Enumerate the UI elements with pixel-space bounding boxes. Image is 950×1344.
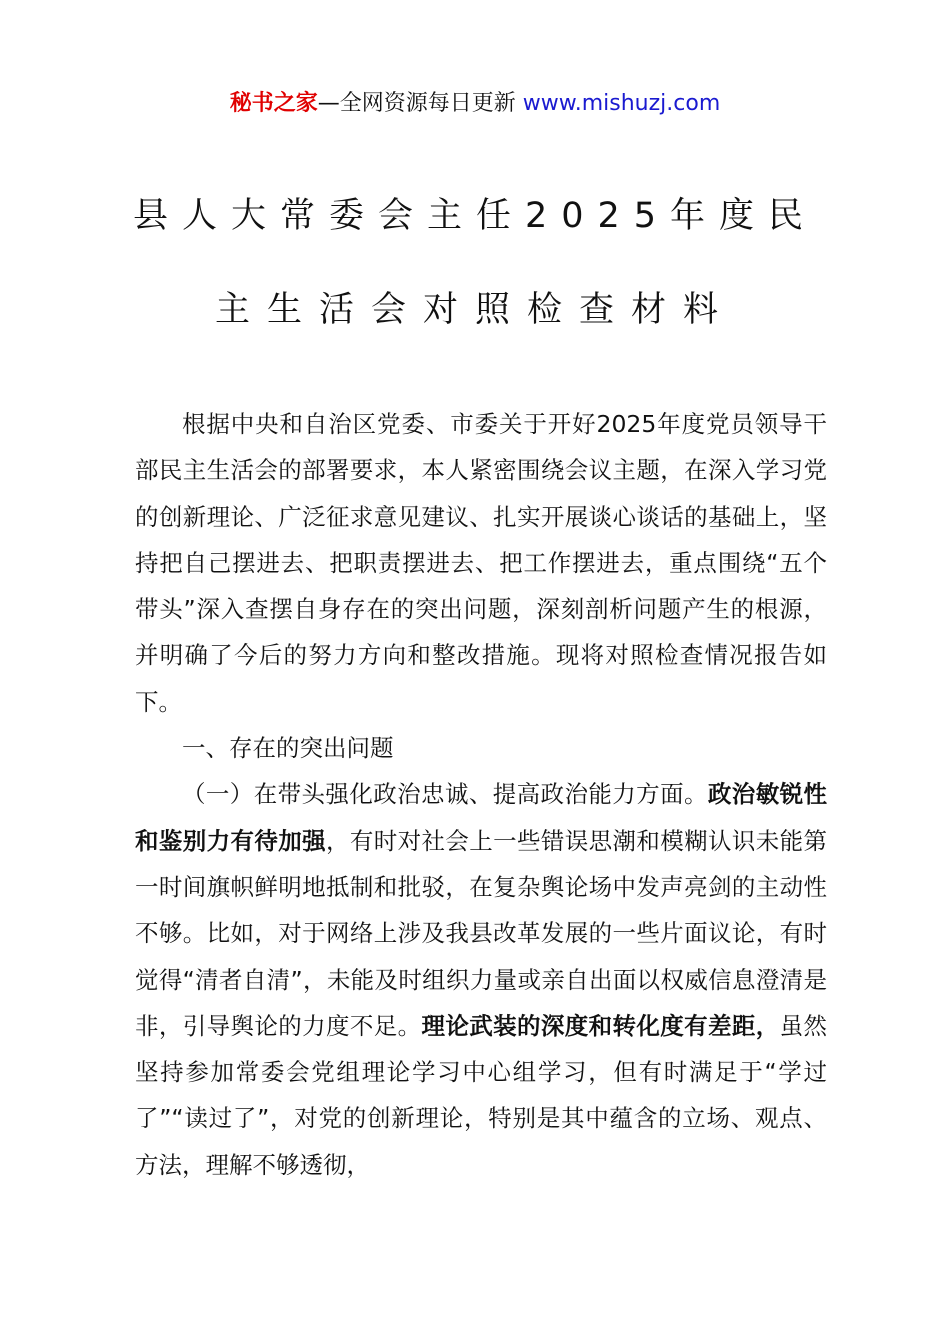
site-url-link[interactable]: www.mishuzj.com — [522, 91, 721, 116]
item-bold-point-1: 政治敏锐性和鉴别力有待加强 — [135, 780, 828, 855]
site-header — [0, 88, 950, 120]
intro-paragraph: 根据中央和自治区党委、市委关于开好2025年度党员领导干部民主生活会的部署要求，本人紧密围绕会议主题，在深入学习党的创新理论、广泛征求意见建议、扎实开展谈心谈话的基础上，坚持把自己摆进去、把职责摆进去、把工作摆进去，重点围绕“五个带头”深入查摆自身存在的突出问题，深刻剖析问题产生的根源，并明确了今后的努力方向和整改措施。现将对照检查情况报告如下。 — [135, 410, 827, 716]
section-heading: 一、存在的突出问题 — [182, 734, 394, 763]
document-title-line-2: 主生活会对照检查材料 — [214, 290, 735, 330]
item-bold-point-2: 理论武装的深度和转化度有差距， — [421, 1011, 780, 1040]
document-title-line-1: 县人大常委会主任2025年度民 — [132, 196, 818, 236]
item-text-2: 虽然坚持参加常委会党组理论学习中心组学习，但有时满足于“学过了”“读过了”，对党的创新理论，特别是其中蕴含的立场、观点、方法，理解不够透彻， — [135, 1011, 827, 1179]
document-body — [135, 401, 827, 1188]
item-lead: （一）在带头强化政治忠诚、提高政治能力方面。 — [182, 780, 708, 809]
item-text-1: ，有时对社会上一些错误思潮和模糊认识未能第一时间旗帜鲜明地抵制和批驳，在复杂舆论场中发声亮剑的主动性不够。比如，对于网络上涉及我县改革发展的一些片面议论，有时觉得“清者自清”，未能及时组织力量或亲自出面以权威信息澄清是非，引导舆论的力度不足。 — [135, 826, 827, 1040]
header-tagline: —全网资源每日更新 — [317, 91, 516, 116]
brand-name: 秘书之家 — [229, 91, 318, 116]
item-paragraph — [135, 771, 827, 1188]
